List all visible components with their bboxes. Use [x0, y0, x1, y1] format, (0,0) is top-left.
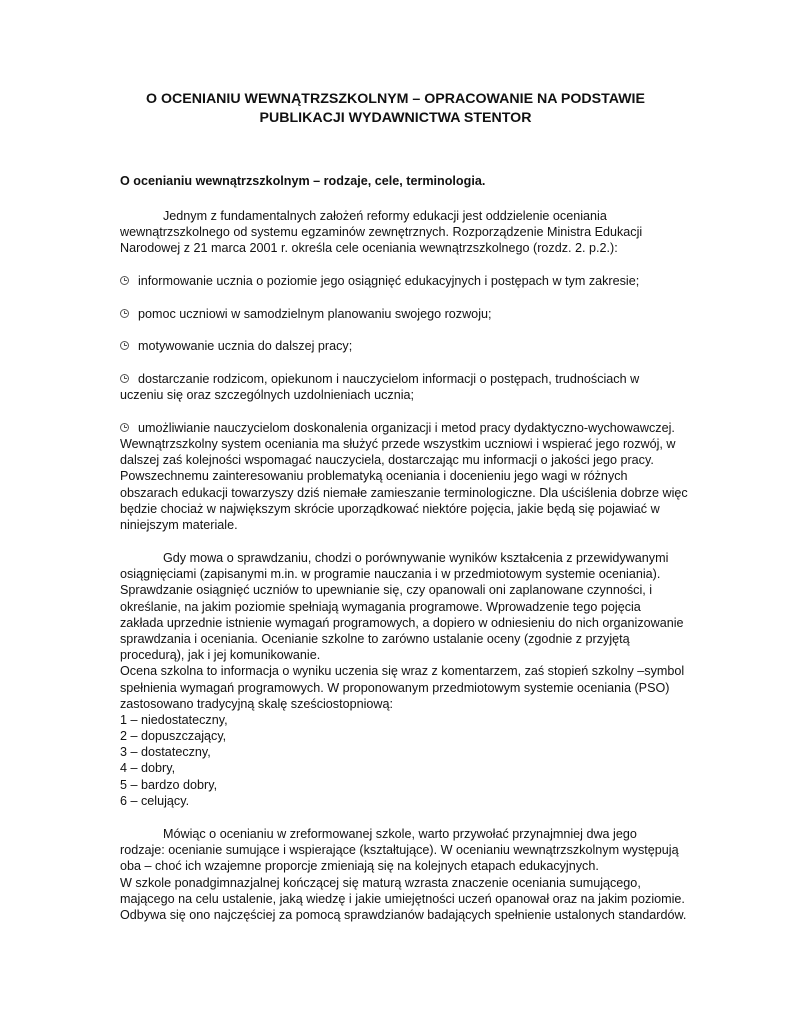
text-line: Ocena szkolna to informacja o wyniku uczenia się wraz z komentarzem, zaś stopień szkolny –symbol [120, 664, 685, 679]
grade-scale-item: 6 – celujący. [120, 793, 190, 808]
grade-scale-item: 3 – dostateczny, [120, 745, 211, 760]
bullet-text: pomoc uczniowi w samodzielnym planowaniu swojego rozwoju; [138, 307, 492, 321]
text-line: Wewnątrzszkolny system oceniania ma służyć przede wszystkim uczniowi i wspierać jego rozwój, w [120, 437, 676, 451]
bullet-item [120, 273, 680, 289]
text-line: Gdy mowa o sprawdzaniu, chodzi o porównywanie wyników kształcenia z przewidywanymi [163, 551, 669, 565]
text-line: procedurą), jak i jej komunikowanie. [120, 648, 321, 663]
text-line: Odbywa się ono najczęściej za pomocą sprawdzianów badających spełnienie ustalonych standardów. [120, 907, 687, 922]
text-line: Mówiąc o ocenianiu w zreformowanej szkole, warto przywołać przynajmniej dwa jego [163, 827, 637, 841]
text-line: Sprawdzanie osiągnięć uczniów to upewnianie się, czy opanowali oni zaplanowane czynności, i [120, 583, 653, 598]
text-line: oba – choć ich wzajemne proporcje zmieniają się na kolejnych etapach edukacyjnych. [120, 859, 599, 874]
text-line: osiągnięciami (zapisanymi m.in. w programie nauczania i w przedmiotowym systemie oceniania). [120, 567, 661, 582]
text-line: Jednym z fundamentalnych założeń reformy edukacji jest oddzielenie oceniania [163, 209, 607, 223]
clock-bullet-icon [120, 276, 129, 285]
clock-bullet-icon [120, 374, 129, 383]
text-line: zakłada uprzednie istnienie wymagań programowych, a dopiero w odniesieniu do nich organizowanie [120, 615, 684, 630]
bullet-item [120, 338, 680, 354]
grade-scale-item: 2 – dopuszczający, [120, 729, 227, 744]
text-line: będzie chociaż w największym skrócie uporządkować niektóre pojęcia, jakie będą się pojawiać w [120, 501, 660, 516]
text-line: W szkole ponadgimnazjalnej kończącej się maturą wzrasta znaczenie oceniania sumującego, [120, 875, 641, 890]
text-line: zastosowano tradycyjną skalę sześciostopniową: [120, 696, 394, 711]
document-title [100, 90, 691, 128]
text-line: Narodowej z 21 marca 2001 r. określa cele oceniania wewnątrzszkolnego (rozdz. 2. p.2.): [120, 241, 618, 256]
text-line: Powszechnemu zainteresowaniu problematyką oceniania i docenieniu jego wagi w różnych [120, 469, 628, 484]
text-line: mającego na celu ustalenie, jaką wiedzę i jakie umiejętności uczeń opanował oraz na jakim poziomie. [120, 891, 685, 906]
text-line: wewnątrzszkolnego od systemu egzaminów zewnętrznych. Rozporządzenie Ministra Edukacji [120, 225, 643, 240]
text-line: sprawdzania i oceniania. Ocenianie szkolne to zarówno ustalanie oceny (zgodnie z przyjętą [120, 631, 630, 646]
assessment-types-paragraph [120, 826, 687, 923]
bullet-text: dostarczanie rodzicom, opiekunom i nauczycielom informacji o postępach, trudnościach w [138, 372, 640, 386]
intro-paragraph [120, 208, 680, 257]
bullet-item [120, 420, 680, 436]
grade-scale-item: 5 – bardzo dobry, [120, 777, 218, 792]
text-line: niniejszym materiale. [120, 517, 238, 532]
title-line: PUBLIKACJI WYDAWNICTWA STENTOR [259, 110, 532, 126]
text-line: obszarach edukacji towarzyszy dziś niemałe zamieszanie terminologiczne. Dla uściślenia dobrze więc [120, 485, 688, 500]
title-line: O OCENIANIU WEWNĄTRZSZKOLNYM – OPRACOWANIE NA PODSTAWIE [146, 91, 645, 107]
bullet-item [120, 371, 680, 403]
text-line: rodzaje: ocenianie sumujące i wspierające (kształtujące). W ocenianiu wewnątrzszkolnym występują [120, 843, 679, 858]
system-paragraph [120, 436, 688, 533]
bullet-text: uczeniu się oraz szczególnych uzdolnieniach ucznia; [120, 388, 415, 403]
bullet-text: informowanie ucznia o poziomie jego osiągnięć edukacyjnych i postępach w tym zakresie; [138, 274, 640, 288]
grade-scale-item: 1 – niedostateczny, [120, 712, 228, 727]
clock-bullet-icon [120, 309, 129, 318]
assessment-paragraph [120, 550, 685, 809]
clock-bullet-icon [120, 423, 129, 432]
text-line: określanie, na jakim poziomie spełniają wymagania programowe. Wprowadzenie tego pojęcia [120, 599, 641, 614]
section-heading: O ocenianiu wewnątrzszkolnym – rodzaje, cele, terminologia. [120, 174, 486, 188]
bullet-item [120, 306, 680, 322]
bullet-text: umożliwianie nauczycielom doskonalenia organizacji i metod pracy dydaktyczno-wychowawczej. [138, 421, 675, 435]
text-line: spełnienia wymagań programowych. W proponowanym przedmiotowym systemie oceniania (PSO) [120, 680, 670, 695]
clock-bullet-icon [120, 341, 129, 350]
grade-scale-item: 4 – dobry, [120, 761, 176, 776]
text-line: dalszej zaś kolejności wspomagać nauczyciela, dostarczając mu informacji o jakości jego pracy. [120, 453, 654, 468]
bullet-text: motywowanie ucznia do dalszej pracy; [138, 339, 353, 353]
